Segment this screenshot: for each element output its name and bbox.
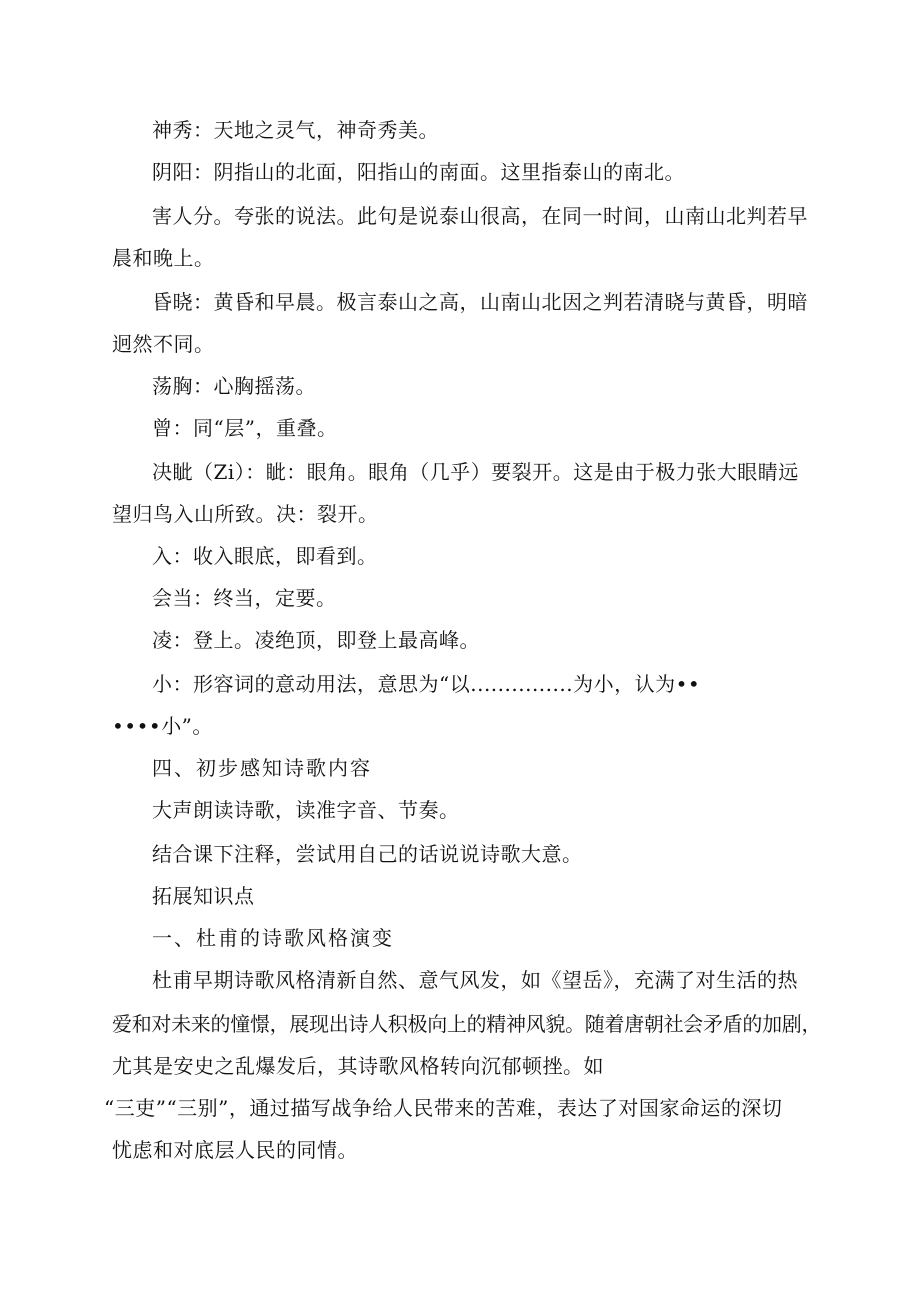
annotation-huidang: 会当：终当，定要。 — [152, 586, 337, 610]
annotation-yinyang: 阴阳：阴指山的北面，阳指山的南面。这里指泰山的南北。 — [152, 160, 685, 184]
annotation-dangxiong: 荡胸：心胸摇荡。 — [152, 374, 316, 398]
annotation-ru: 入：收入眼底，即看到。 — [152, 544, 378, 568]
annotation-shenxiu: 神秀：天地之灵气，神奇秀美。 — [152, 118, 439, 142]
section-heading-style-evolution: 一、杜甫的诗歌风格演变 — [152, 926, 394, 950]
paragraph-line-1: 杜甫早期诗歌风格清新自然、意气风发，如《望岳》，充满了对生活的热 — [152, 968, 798, 992]
annotation-hunxiao: 昏晓：黄昏和早晨。极言泰山之高，山南山北因之判若清晓与黄昏，明暗 — [152, 290, 808, 314]
annotation-gefenxiao-cont: 晨和晚上。 — [112, 246, 215, 270]
section-heading-four: 四、初步感知诗歌内容 — [152, 756, 372, 780]
annotation-ling: 凌：登上。凌绝顶，即登上最高峰。 — [152, 628, 480, 652]
annotation-ceng: 曾：同“层”，重叠。 — [152, 416, 338, 440]
annotation-juezi: 决眦（Zi）：眦：眼角。眼角（几乎）要裂开。这是由于极力张大眼睛远 — [152, 460, 799, 484]
annotation-juezi-cont: 望归鸟入山所致。决：裂开。 — [112, 502, 379, 526]
paragraph-line-2: 爱和对未来的憧憬，展现出诗人积极向上的精神风貌。随着唐朝社会矛盾的加剧， — [112, 1012, 822, 1036]
annotation-xiao-cont: ••••小”。 — [112, 714, 213, 738]
paragraph-line-4: “三吏”“三别”，通过描写战争给人民带来的苦难，表达了对国家命运的深切 — [104, 1096, 783, 1120]
annotation-gefenxiao: 害人分。夸张的说法。此句是说泰山很高，在同一时间，山南山北判若早 — [152, 204, 808, 228]
task-summarize: 结合课下注释，尝试用自己的话说说诗歌大意。 — [152, 842, 583, 866]
annotation-xiao: 小：形容词的意动用法，意思为“以...............为小，认为•• — [152, 672, 701, 696]
paragraph-line-5: 忧虑和对底层人民的同情。 — [112, 1138, 358, 1162]
task-read-aloud: 大声朗读诗歌，读准字音、节奏。 — [152, 798, 460, 822]
annotation-hunxiao-cont: 迥然不同。 — [112, 332, 215, 356]
paragraph-line-3: 尤其是安史之乱爆发后，其诗歌风格转向沉郁顿挫。如 — [112, 1054, 604, 1078]
section-heading-extended: 拓展知识点 — [152, 884, 255, 908]
